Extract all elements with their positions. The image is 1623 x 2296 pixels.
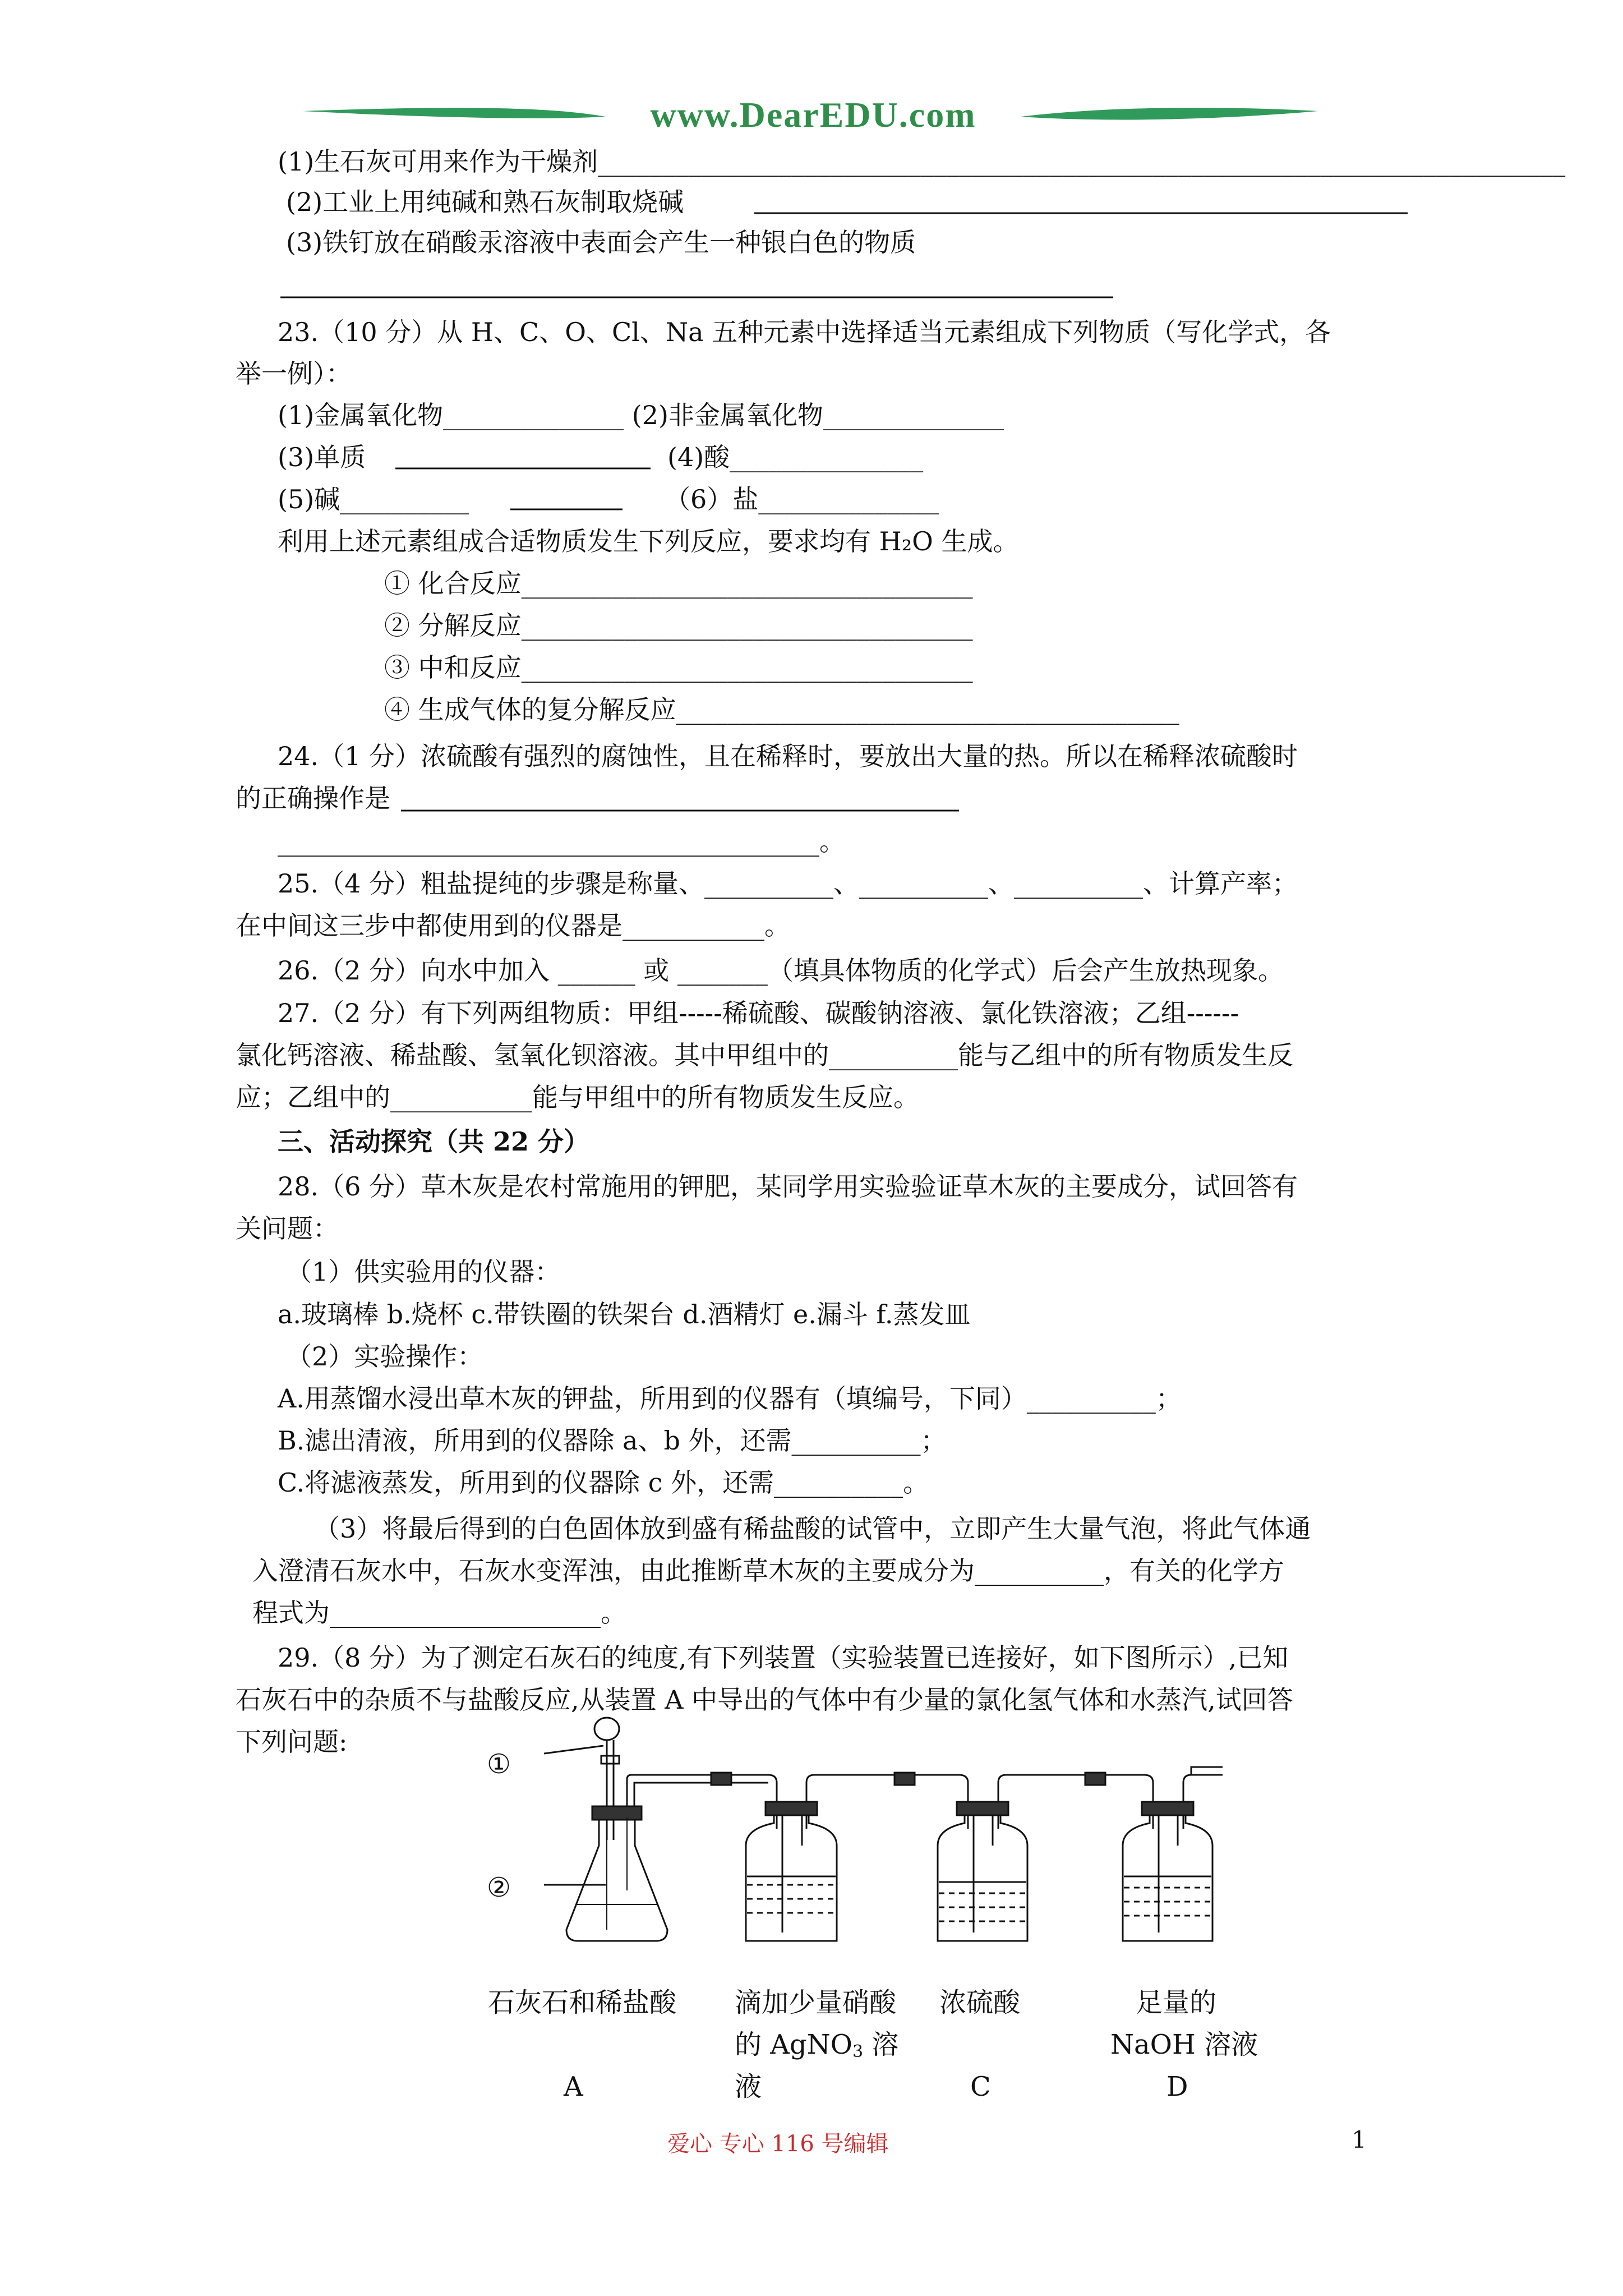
- text-line-q23-1: (1)金属氧化物______________ (2)非金属氧化物______________: [278, 400, 1004, 430]
- label-D-desc-1: 足量的: [1136, 1987, 1217, 2018]
- label-D-desc-2: NaOH 溶液: [1110, 2029, 1258, 2060]
- text-line-q23-4: (4)酸_______________: [667, 442, 924, 472]
- label-A: A: [564, 2071, 583, 2102]
- text-line-q23-r1: ① 化合反应___________________________________: [384, 568, 973, 599]
- text-line-q23-5: (5)碱__________: [278, 484, 469, 514]
- connecting-tubes: [627, 1767, 1223, 1829]
- gas-washing-bottle-B: [746, 1802, 837, 1941]
- text-line-q23-c: 利用上述元素组成合适物质发生下列反应，要求均有 H₂O 生成。: [278, 526, 1019, 556]
- marker-2: ②: [487, 1872, 511, 1903]
- text-line-q27-c: 应；乙组中的___________能与甲组中的所有物质发生反应。: [236, 1082, 919, 1112]
- text-line-q27-a: 27.（2 分）有下列两组物质：甲组-----稀硫酸、碳酸钠溶液、氯化铁溶液；乙组------: [278, 998, 1239, 1028]
- text-line-q28-b: 关问题：: [236, 1213, 339, 1244]
- text-line-q22-2: (2)工业上用纯碱和熟石灰制取烧碱: [286, 187, 684, 217]
- label-B-desc-3: 液: [735, 2071, 762, 2102]
- text-line-q23-6: （6）盐______________: [665, 484, 939, 514]
- text-line-q23-r2: ② 分解反应___________________________________: [384, 610, 973, 641]
- text-line-q28-2: （2）实验操作：: [286, 1341, 483, 1372]
- label-B-desc-2: 的 AgNO$_3$ 溶: [735, 2029, 899, 2062]
- marker-1: ①: [487, 1749, 511, 1780]
- apparatus-diagram: [477, 1717, 1290, 1952]
- gas-washing-bottle-C: [938, 1802, 1027, 1941]
- label-C: C: [970, 2071, 991, 2102]
- text-line-q25-a: 25.（4 分）粗盐提纯的步骤是称量、__________、__________、__________、计算产率；: [278, 868, 1298, 899]
- text-line-q22-3: (3)铁钉放在硝酸汞溶液中表面会产生一种银白色的物质: [286, 227, 916, 257]
- text-line-q28-a: 28.（6 分）草木灰是农村常施用的钾肥，某同学用实验验证草木灰的主要成分，试回答有: [278, 1171, 1298, 1202]
- text-line-q28-1: （1）供实验用的仪器：: [286, 1257, 561, 1287]
- text-line-q23-b: 举一例）：: [236, 358, 352, 389]
- footer-text: 爱心 专心 116 号编辑: [667, 2131, 889, 2157]
- text-line-q23-3: (3)单质: [278, 442, 366, 472]
- text-line-q28-3a: （3）将最后得到的白色固体放到盛有稀盐酸的试管中，立即产生大量气泡，将此气体通: [314, 1513, 1311, 1544]
- watermark-text: www.DearEDU.com: [650, 95, 976, 135]
- text-line-q28-1a: a.玻璃棒 b.烧杯 c.带铁圈的铁架台 d.酒精灯 e.漏斗 f.蒸发皿: [278, 1299, 971, 1329]
- dropping-funnel: [544, 1718, 619, 1840]
- text-line-q24-c: __________________________________________。: [278, 826, 845, 857]
- text-line-q22-1: (1)生石灰可用来作为干燥剂___________________________________________________________________________: [278, 146, 1566, 177]
- text-line-q29-a: 29.（8 分）为了测定石灰石的纯度,有下列装置（实验装置已连接好，如下图所示）,已知: [278, 1642, 1289, 1673]
- text-line-q27-b: 氯化钙溶液、稀盐酸、氢氧化钡溶液。其中甲组中的__________能与乙组中的所有物质发生反: [236, 1040, 1293, 1070]
- gas-washing-bottle-D: [1123, 1802, 1212, 1941]
- label-D: D: [1166, 2071, 1188, 2102]
- page-number: 1: [1352, 2126, 1367, 2154]
- text-line-q29-b: 石灰石中的杂质不与盐酸反应,从装置 A 中导出的气体中有少量的氯化氢气体和水蒸汽,试回答: [236, 1685, 1293, 1715]
- text-line-q24-b: 的正确操作是: [236, 783, 390, 813]
- text-line-sec3: 三、活动探究（共 22 分）: [278, 1126, 590, 1157]
- text-line-q28-B: B.滤出清液，所用到的仪器除 a、b 外，还需__________；: [278, 1425, 947, 1456]
- text-line-q29-c: 下列问题:: [236, 1727, 348, 1757]
- label-B-desc-1: 滴加少量硝酸: [735, 1987, 897, 2018]
- label-A-desc: 石灰石和稀盐酸: [488, 1987, 677, 2018]
- text-line-q23-r4: ④ 生成气体的复分解反应_______________________________________: [384, 694, 1179, 725]
- text-line-q23-a: 23.（10 分）从 H、C、O、Cl、Na 五种元素中选择适当元素组成下列物质（写化学式，各: [278, 317, 1331, 347]
- text-line-q28-A: A.用蒸馏水浸出草木灰的钾盐，所用到的仪器有（填编号，下同）__________；: [278, 1383, 1182, 1414]
- text-line-q28-C: C.将滤液蒸发，所用到的仪器除 c 外，还需__________。: [278, 1467, 929, 1498]
- erlenmeyer-flask-A: [544, 1806, 667, 1941]
- text-line-q28-3c: 程式为_____________________。: [252, 1598, 626, 1628]
- text-line-q23-r3: ③ 中和反应___________________________________: [384, 652, 973, 683]
- text-line-q26: 26.（2 分）向水中加入 ______ 或 _______（填具体物质的化学式）后会产生放热现象。: [278, 955, 1284, 986]
- text-line-q24-a: 24.（1 分）浓硫酸有强烈的腐蚀性，且在稀释时，要放出大量的热。所以在稀释浓硫酸时: [278, 741, 1298, 771]
- text-line-q25-b: 在中间这三步中都使用到的仪器是___________。: [236, 910, 790, 941]
- label-C-desc: 浓硫酸: [939, 1987, 1021, 2018]
- text-line-q28-3b: 入澄清石灰水中，石灰水变浑浊，由此推断草木灰的主要成分为__________，有关的化学方: [252, 1556, 1284, 1586]
